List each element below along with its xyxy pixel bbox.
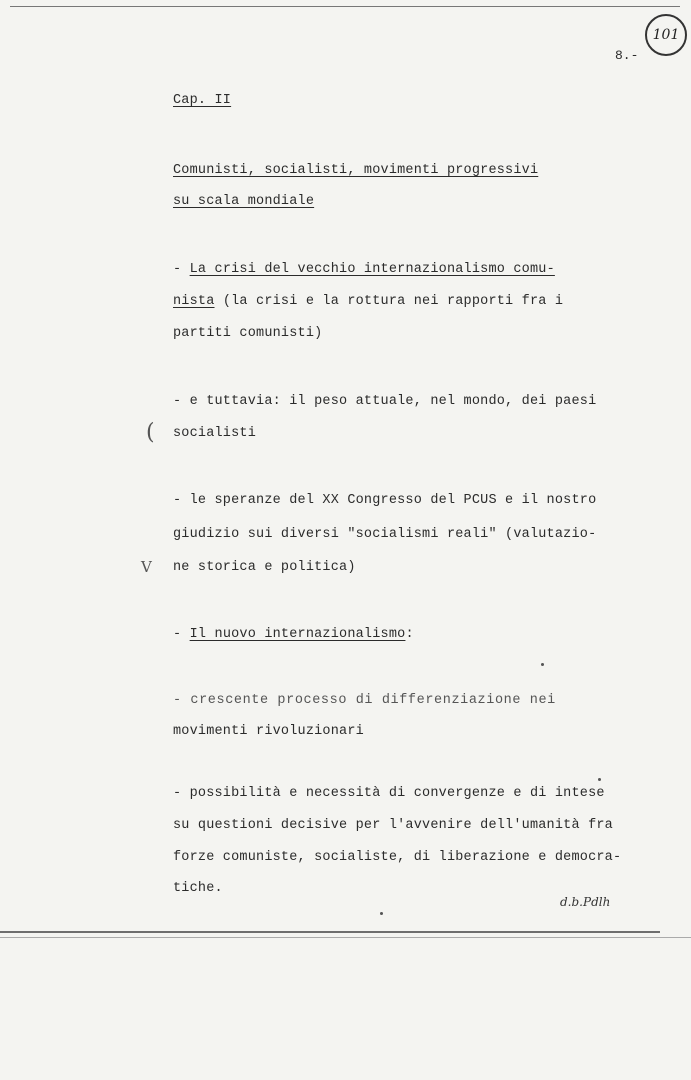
page-number: 8.- xyxy=(615,48,639,63)
item-1-rest-2: (la crisi e la rottura nei rapporti fra i xyxy=(214,294,564,309)
item-3-line-1: - le speranze del XX Congresso del PCUS e il nostro xyxy=(173,493,597,508)
margin-check-mark: V xyxy=(141,558,152,576)
item-1-underlined-2: nista xyxy=(173,294,215,309)
item-5-line-2: movimenti rivoluzionari xyxy=(173,724,364,739)
item-1-dash: - xyxy=(173,262,190,277)
speck xyxy=(380,912,383,915)
page-stamp: 101 xyxy=(645,14,687,56)
item-6-line-2: su questioni decisive per l'avvenire dell'umanità fra xyxy=(173,818,613,833)
chapter-heading: Cap. II xyxy=(173,93,232,108)
item-4-underlined: Il nuovo internazionalismo xyxy=(189,627,406,642)
item-6-line-3: forze comuniste, socialiste, di liberazione e democra- xyxy=(173,850,622,865)
page-bottom-edge xyxy=(0,931,660,933)
item-2-line-2: socialisti xyxy=(173,426,257,441)
item-4-colon: : xyxy=(405,627,414,642)
title-line-2: su scala mondiale xyxy=(173,194,315,209)
item-4-line xyxy=(173,627,414,642)
page-top-edge xyxy=(10,6,680,7)
item-6-line-4: tiche. xyxy=(173,881,223,896)
item-2-line-1: - e tuttavia: il peso attuale, nel mondo, dei paesi xyxy=(173,394,597,409)
item-1-underlined-1: La crisi del vecchio internazionalismo comu- xyxy=(189,262,555,277)
item-1-line-1 xyxy=(173,262,555,277)
speck xyxy=(598,778,601,781)
item-1-line-3: partiti comunisti) xyxy=(173,326,323,341)
page-bottom-edge-2 xyxy=(0,937,691,938)
speck xyxy=(541,663,544,666)
item-3-line-2: giudizio sui diversi "socialismi reali" (valutazio- xyxy=(173,527,597,542)
item-6-line-1: - possibilità e necessità di convergenze e di intese xyxy=(173,786,605,801)
item-4-dash: - xyxy=(173,627,190,642)
item-3-line-3: ne storica e politica) xyxy=(173,560,356,575)
margin-bracket-mark: ( xyxy=(146,420,155,445)
item-1-line-2 xyxy=(173,294,563,309)
title-line-1: Comunisti, socialisti, movimenti progressivi xyxy=(173,163,539,178)
item-5-line-1: - crescente processo di differenziazione nei xyxy=(173,693,556,708)
handwritten-signature: d.b.Pdlh xyxy=(560,895,611,909)
